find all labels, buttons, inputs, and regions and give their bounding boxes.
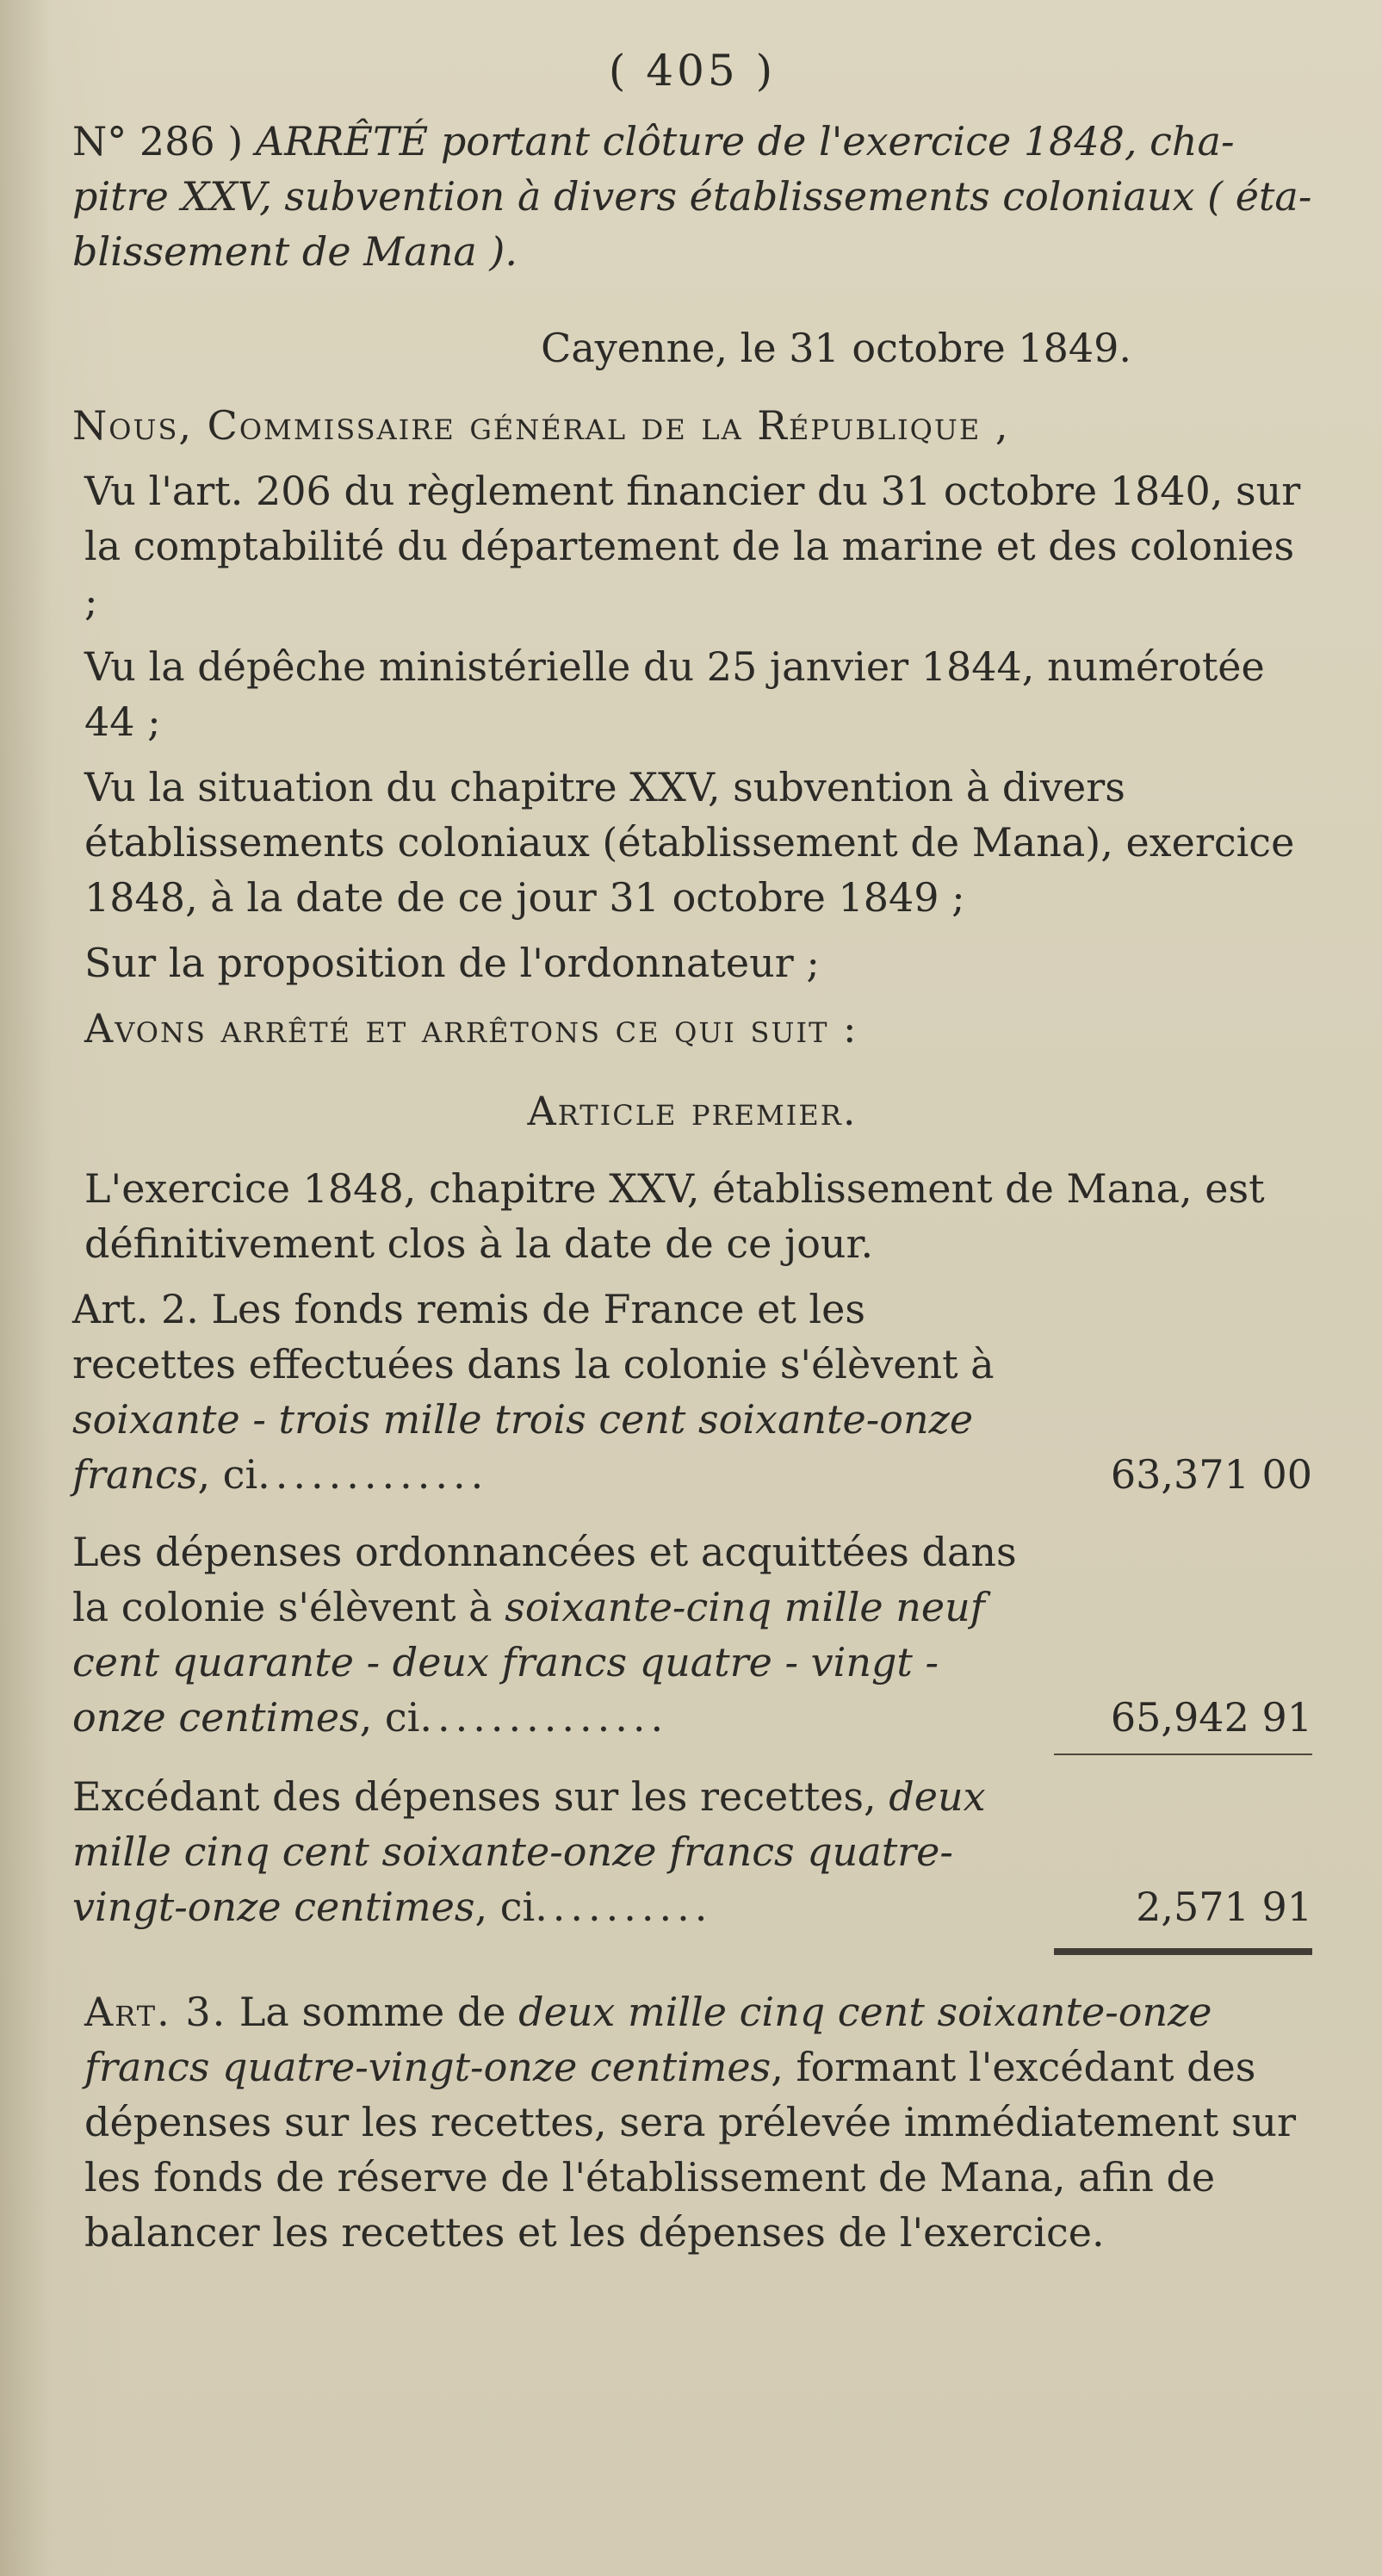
excess-text	[72, 1769, 1028, 1934]
article-2-intro: Art. 2. Les fonds remis de France et les recettes effectuées dans la colonie s'élèvent à	[72, 1286, 995, 1387]
intro-line: Nous, Commissaire général de la République ,	[72, 402, 1010, 449]
excess-suffix: , ci	[474, 1884, 536, 1930]
receipts-suffix: , ci	[197, 1451, 258, 1498]
avons-line: Avons arrêté et arrêtons ce qui suit :	[84, 1005, 858, 1052]
article-3-words: deux mille cinq cent soixante-onze francs quatre-vingt-onze centimes	[84, 1989, 1212, 2090]
excess-intro: Excédant des dépenses sur les recettes,	[72, 1773, 877, 1820]
text-block	[72, 43, 1312, 2270]
decree-title-line2: pitre XXV, subvention à divers établissements coloniaux ( éta-	[72, 173, 1312, 220]
expenses-suffix: , ci	[359, 1694, 420, 1741]
place-date: Cayenne, le 31 octobre 1849.	[541, 325, 1131, 371]
dot-leader: ..........	[535, 1884, 713, 1930]
page-number: ( 405 )	[608, 46, 777, 96]
article-premier-title: Article premier.	[527, 1088, 858, 1134]
expenses-intro: Les dépenses ordonnancées et acquittées dans la colonie s'élèvent à	[72, 1529, 1017, 1630]
receipts-row	[72, 1282, 1312, 1502]
closing-rule	[1054, 1948, 1312, 1955]
expenses-text	[72, 1524, 1028, 1745]
receipts-text	[72, 1282, 1028, 1502]
receipts-words: soixante - trois mille trois cent soixante-onze francs	[72, 1396, 974, 1498]
dot-leader: ..............	[419, 1694, 669, 1741]
article-premier-text: L'exercice 1848, chapitre XXV, établissement de Mana, est définitivement clos à la date de ce jour.	[84, 1165, 1265, 1267]
excess-amount: 2,571 91	[1136, 1884, 1312, 1930]
decree-title-line1: ARRÊTÉ portant clôture de l'exercice 1848, cha-	[255, 118, 1235, 164]
decree-title-line3: blissement de Mana ).	[72, 228, 517, 275]
vu-paragraph-1: Vu l'art. 206 du règlement financier du 31 octobre 1840, sur la comptabilité du département de la marine et des colonies ;	[84, 468, 1301, 624]
vu-paragraph-2: Vu la dépêche ministérielle du 25 janvier 1844, numérotée 44 ;	[84, 643, 1265, 745]
article-3-label: Art. 3.	[84, 1989, 227, 2035]
vu-paragraph-4: Sur la proposition de l'ordonnateur ;	[84, 940, 820, 986]
article-3-text	[72, 1984, 1312, 2260]
expenses-row	[72, 1524, 1312, 1745]
total-rule	[1054, 1754, 1312, 1755]
dot-leader: .............	[257, 1451, 489, 1498]
receipts-amount: 63,371 00	[1110, 1451, 1312, 1498]
excess-row	[72, 1769, 1312, 1934]
article-3-before: La somme de	[239, 1989, 506, 2035]
vu-paragraph-3: Vu la situation du chapitre XXV, subvention à divers établissements coloniaux (établissement de Mana), exercice 1848, à la date de ce jour 31 octobre 1849 ;	[84, 764, 1295, 921]
decree-number: N° 286 )	[72, 118, 244, 164]
excess-words: deux mille cinq cent soixante-onze francs quatre-vingt-onze centimes	[72, 1773, 986, 1930]
article-3-after: , formant l'excédant des dépenses sur les recettes, sera prélevée immédiatement sur les fonds de réserve de l'établissement de Mana, afin de balancer les recettes et les dépenses de l'exercice.	[84, 2044, 1297, 2256]
expenses-amount: 65,942 91	[1110, 1694, 1312, 1741]
expenses-words: soixante-cinq mille neuf cent quarante - deux francs quatre - vingt - onze centimes	[72, 1584, 985, 1741]
decree-heading	[72, 114, 1312, 279]
